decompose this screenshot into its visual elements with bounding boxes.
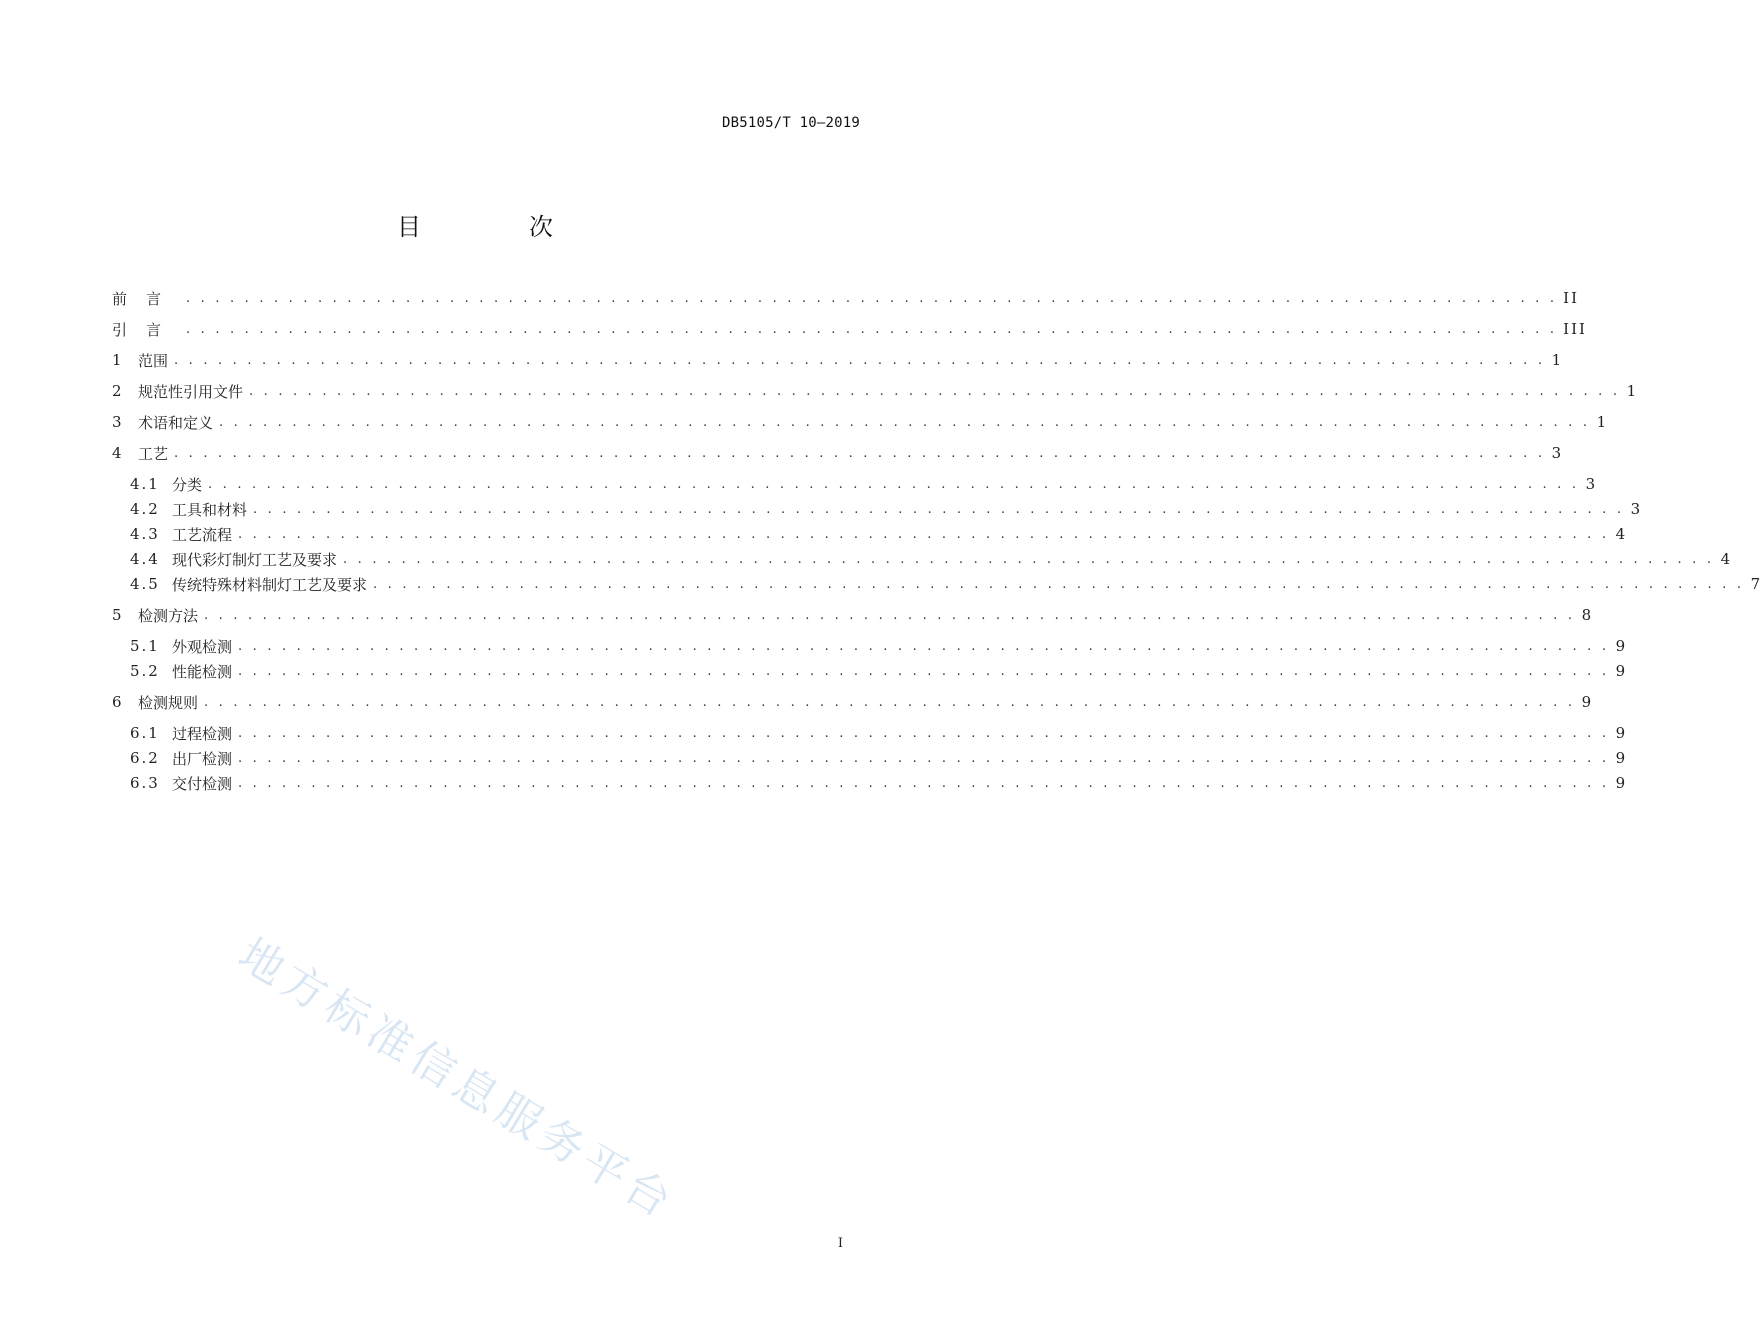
toc-leader-dots: . . . . . . . . . . . . . . . . . . . . . . . . . . . . . . . . . . . . . . . . . . . . . . . . . . . . . . . . . . . . . . . . . . . . . . . . . . . . . . . . . . . . . . . . . . . . . . [174, 352, 1546, 368]
toc-entry-label: 术语和定义 [138, 413, 214, 432]
toc-entry-label: 检测规则 [138, 693, 199, 712]
toc-entry-number: 6.1 [130, 724, 160, 742]
toc-entry-label: 规范性引用文件 [138, 382, 244, 401]
toc-entry-page: 1 [1551, 351, 1564, 369]
toc-entry-label: 传统特殊材料制灯工艺及要求 [172, 575, 368, 594]
toc-leader-dots: . . . . . . . . . . . . . . . . . . . . . . . . . . . . . . . . . . . . . . . . . . . . . . . . . . . . . . . . . . . . . . . . . . . . . . . . . . . . . . . . . . . . . . . . . . . . . . [208, 476, 1580, 492]
toc-leader-dots: . . . . . . . . . . . . . . . . . . . . . . . . . . . . . . . . . . . . . . . . . . . . . . . . . . . . . . . . . . . . . . . . . . . . . . . . . . . . . . . . . . . . . . . . . . . . . . [238, 750, 1610, 766]
toc-entry-number: 1 [112, 351, 122, 369]
toc-entry-label: 工艺 [138, 444, 169, 463]
toc-entry-page: 1 [1596, 413, 1609, 431]
toc-entry-1[interactable] [112, 348, 1564, 372]
toc-leader-dots: . . . . . . . . . . . . . . . . . . . . . . . . . . . . . . . . . . . . . . . . . . . . . . . . . . . . . . . . . . . . . . . . . . . . . . . . . . . . . . . . . . . . . . . . . . . . . . [186, 290, 1558, 306]
toc-entry-page: 9 [1615, 749, 1628, 767]
toc-entry-label: 出厂检测 [172, 749, 233, 768]
toc-entry-4-5[interactable] [130, 572, 1762, 596]
toc-leader-dots: . . . . . . . . . . . . . . . . . . . . . . . . . . . . . . . . . . . . . . . . . . . . . . . . . . . . . . . . . . . . . . . . . . . . . . . . . . . . . . . . . . . . . . . . . . . . . . [238, 526, 1610, 542]
toc-entry-5-2[interactable] [130, 659, 1628, 683]
toc-leader-dots: . . . . . . . . . . . . . . . . . . . . . . . . . . . . . . . . . . . . . . . . . . . . . . . . . . . . . . . . . . . . . . . . . . . . . . . . . . . . . . . . . . . . . . . . . . . . . . [238, 725, 1610, 741]
toc-leader-dots: . . . . . . . . . . . . . . . . . . . . . . . . . . . . . . . . . . . . . . . . . . . . . . . . . . . . . . . . . . . . . . . . . . . . . . . . . . . . . . . . . . . . . . . . . . . . . . [186, 321, 1558, 337]
toc-entry-page: III [1563, 320, 1587, 338]
toc-entry-page: 8 [1581, 606, 1594, 624]
toc-leader-dots: . . . . . . . . . . . . . . . . . . . . . . . . . . . . . . . . . . . . . . . . . . . . . . . . . . . . . . . . . . . . . . . . . . . . . . . . . . . . . . . . . . . . . . . . . . . . . . [204, 607, 1576, 623]
watermark: 地方标准信息服务平台 [229, 928, 685, 1231]
toc-entry-number: 6.2 [130, 749, 160, 767]
toc-title: 目 次 [397, 213, 595, 241]
toc-entry-4-3[interactable] [130, 522, 1628, 546]
toc-entry-page: 1 [1626, 382, 1639, 400]
toc-entry-number: 4.2 [130, 500, 160, 518]
toc-entry-introduction[interactable] [112, 317, 1587, 341]
toc-entry-number: 6 [112, 693, 122, 711]
toc-entry-5[interactable] [112, 603, 1594, 627]
toc-entry-label: 前言 [112, 289, 181, 308]
toc-leader-dots: . . . . . . . . . . . . . . . . . . . . . . . . . . . . . . . . . . . . . . . . . . . . . . . . . . . . . . . . . . . . . . . . . . . . . . . . . . . . . . . . . . . . . . . . . . . . . . [343, 551, 1715, 567]
toc-entry-label: 检测方法 [138, 606, 199, 625]
toc-entry-page: 9 [1615, 637, 1628, 655]
toc-entry-page: 9 [1581, 693, 1594, 711]
toc-entry-label: 外观检测 [172, 637, 233, 656]
toc-entry-page: 3 [1585, 475, 1598, 493]
toc-entry-6[interactable] [112, 690, 1594, 714]
toc-leader-dots: . . . . . . . . . . . . . . . . . . . . . . . . . . . . . . . . . . . . . . . . . . . . . . . . . . . . . . . . . . . . . . . . . . . . . . . . . . . . . . . . . . . . . . . . . . . . . . [238, 775, 1610, 791]
toc-entry-6-3[interactable] [130, 771, 1628, 795]
toc-entry-page: 9 [1615, 662, 1628, 680]
toc-entry-page: 9 [1615, 774, 1628, 792]
toc-entry-4-1[interactable] [130, 472, 1598, 496]
toc-entry-label: 交付检测 [172, 774, 233, 793]
toc-entry-page: 7 [1750, 575, 1762, 593]
page-number: I [837, 1236, 843, 1251]
toc-entry-label: 性能检测 [172, 662, 233, 681]
toc-entry-6-1[interactable] [130, 721, 1628, 745]
toc-entry-label: 过程检测 [172, 724, 233, 743]
toc-entry-number: 2 [112, 382, 122, 400]
toc-leader-dots: . . . . . . . . . . . . . . . . . . . . . . . . . . . . . . . . . . . . . . . . . . . . . . . . . . . . . . . . . . . . . . . . . . . . . . . . . . . . . . . . . . . . . . . . . . . . . . [373, 576, 1745, 592]
toc-entry-page: 4 [1615, 525, 1628, 543]
toc-entry-3[interactable] [112, 410, 1609, 434]
toc-entry-number: 5 [112, 606, 122, 624]
toc-entry-6-2[interactable] [130, 746, 1628, 770]
toc-entry-label: 范围 [138, 351, 169, 370]
document-code: DB5105/T 10—2019 [721, 115, 860, 131]
toc-entry-4-4[interactable] [130, 547, 1733, 571]
toc-leader-dots: . . . . . . . . . . . . . . . . . . . . . . . . . . . . . . . . . . . . . . . . . . . . . . . . . . . . . . . . . . . . . . . . . . . . . . . . . . . . . . . . . . . . . . . . . . . . . . [238, 638, 1610, 654]
toc-entry-number: 4.5 [130, 575, 160, 593]
toc-entry-page: II [1563, 289, 1580, 307]
toc-entry-number: 4.1 [130, 475, 160, 493]
toc-leader-dots: . . . . . . . . . . . . . . . . . . . . . . . . . . . . . . . . . . . . . . . . . . . . . . . . . . . . . . . . . . . . . . . . . . . . . . . . . . . . . . . . . . . . . . . . . . . . . . [238, 663, 1610, 679]
toc-leader-dots: . . . . . . . . . . . . . . . . . . . . . . . . . . . . . . . . . . . . . . . . . . . . . . . . . . . . . . . . . . . . . . . . . . . . . . . . . . . . . . . . . . . . . . . . . . . . . . [249, 383, 1621, 399]
toc-entry-4-2[interactable] [130, 497, 1643, 521]
toc-entry-label: 引言 [112, 320, 181, 339]
toc-entry-foreword[interactable] [112, 286, 1580, 310]
toc-entry-page: 3 [1630, 500, 1643, 518]
toc-entry-label: 现代彩灯制灯工艺及要求 [172, 550, 338, 569]
toc-entry-4[interactable] [112, 441, 1564, 465]
toc-entry-2[interactable] [112, 379, 1639, 403]
toc-entry-number: 5.2 [130, 662, 160, 680]
toc-entry-label: 工具和材料 [172, 500, 248, 519]
toc-entry-number: 6.3 [130, 774, 160, 792]
toc-leader-dots: . . . . . . . . . . . . . . . . . . . . . . . . . . . . . . . . . . . . . . . . . . . . . . . . . . . . . . . . . . . . . . . . . . . . . . . . . . . . . . . . . . . . . . . . . . . . . . [204, 694, 1576, 710]
toc-entry-label: 工艺流程 [172, 525, 233, 544]
toc-entry-number: 4.3 [130, 525, 160, 543]
toc-entry-number: 4.4 [130, 550, 160, 568]
toc-entry-5-1[interactable] [130, 634, 1628, 658]
toc-entry-number: 4 [112, 444, 122, 462]
toc-entry-page: 3 [1551, 444, 1564, 462]
toc-entry-page: 9 [1615, 724, 1628, 742]
toc-entry-label: 分类 [172, 475, 203, 494]
toc-entry-page: 4 [1720, 550, 1733, 568]
toc-leader-dots: . . . . . . . . . . . . . . . . . . . . . . . . . . . . . . . . . . . . . . . . . . . . . . . . . . . . . . . . . . . . . . . . . . . . . . . . . . . . . . . . . . . . . . . . . . . . . . [174, 445, 1546, 461]
toc-leader-dots: . . . . . . . . . . . . . . . . . . . . . . . . . . . . . . . . . . . . . . . . . . . . . . . . . . . . . . . . . . . . . . . . . . . . . . . . . . . . . . . . . . . . . . . . . . . . . . [253, 501, 1625, 517]
toc-entry-number: 5.1 [130, 637, 160, 655]
toc-entry-number: 3 [112, 413, 122, 431]
toc-leader-dots: . . . . . . . . . . . . . . . . . . . . . . . . . . . . . . . . . . . . . . . . . . . . . . . . . . . . . . . . . . . . . . . . . . . . . . . . . . . . . . . . . . . . . . . . . . . . . . [219, 414, 1591, 430]
